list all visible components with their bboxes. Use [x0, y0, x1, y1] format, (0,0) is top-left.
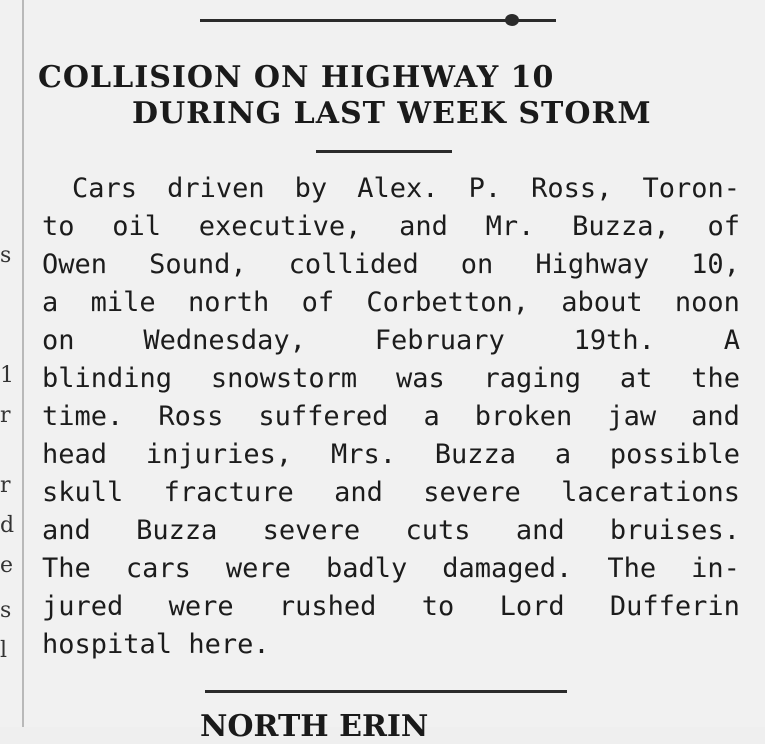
body-word: and [334, 477, 383, 508]
body-word: The [42, 553, 91, 584]
body-word: Sound, [149, 249, 247, 280]
body-word: 10, [691, 249, 740, 280]
body-word: was [395, 363, 445, 394]
body-word: a [423, 401, 440, 432]
left-column-fragment: r [0, 403, 11, 428]
body-word: collided [288, 249, 419, 280]
body-word: to [42, 211, 75, 242]
body-word: Alex. [357, 173, 439, 204]
body-line [42, 626, 740, 664]
body-word: mile [90, 287, 156, 318]
left-column-fragment: s [0, 598, 12, 623]
body-word: suffered [258, 401, 389, 432]
body-word: and [42, 515, 91, 546]
body-word: Lord [499, 591, 565, 622]
body-word: broken [474, 401, 573, 432]
body-word: P. [468, 173, 502, 204]
body-word: cuts [405, 515, 471, 546]
body-word: to [421, 591, 455, 622]
body-word: bruises. [609, 515, 740, 546]
body-word: executive, [198, 211, 362, 242]
body-word: Wednesday, [143, 325, 306, 356]
body-word: a [554, 439, 572, 470]
article-headline [38, 60, 738, 132]
left-column-fragment: s [0, 243, 12, 268]
body-word: a [42, 287, 59, 318]
body-word: oil [112, 211, 162, 242]
body-word: 19th. [573, 325, 655, 356]
body-word: badly [325, 553, 408, 584]
body-line [42, 170, 740, 208]
body-word: and [691, 401, 740, 432]
article-body [42, 170, 740, 664]
headline-line-2: DURING LAST WEEK STORM [132, 96, 652, 131]
headline-line-1: COLLISION ON HIGHWAY 10 [38, 60, 555, 95]
body-word: of [707, 211, 740, 242]
headline-divider-rule [316, 150, 452, 153]
body-word: noon [674, 287, 740, 318]
left-column-fragment: l [0, 638, 8, 663]
body-word: lacerations [561, 477, 740, 508]
body-word: by [294, 173, 328, 204]
body-word: Ross, [531, 173, 613, 204]
body-word: severe [423, 477, 521, 508]
body-word: injuries, [145, 439, 293, 470]
body-word: Buzza [434, 439, 517, 470]
body-line [42, 436, 740, 474]
body-word: Buzza [136, 515, 218, 546]
body-word: were [168, 591, 234, 622]
body-word: possible [609, 439, 740, 470]
body-word: jaw [607, 401, 657, 432]
body-word: raging [483, 363, 582, 394]
body-word: Highway [535, 249, 650, 280]
left-column-fragment: r [0, 473, 11, 498]
left-column-fragment: 1 [0, 363, 14, 388]
body-word: driven [167, 173, 265, 204]
body-word: on [460, 249, 494, 280]
body-word: hospital [42, 629, 189, 660]
body-line [42, 284, 740, 322]
body-line [42, 208, 740, 246]
body-word: head [42, 439, 108, 470]
left-column-fragment: d [0, 513, 15, 538]
body-word: Ross [158, 401, 224, 432]
body-word: Toron- [642, 173, 740, 204]
body-word: Cars [72, 173, 138, 204]
body-word: in- [691, 553, 740, 584]
body-word: were [225, 553, 291, 584]
body-word: Buzza, [572, 211, 670, 242]
body-word: and [399, 211, 448, 242]
body-word: skull [42, 477, 124, 508]
body-word: time. [42, 401, 124, 432]
body-word: and [515, 515, 565, 546]
body-word: Corbetton, [366, 287, 529, 318]
body-word: blinding [42, 363, 173, 394]
divider-ornament [505, 14, 519, 26]
body-word: on [42, 325, 75, 356]
body-line [42, 550, 740, 588]
body-line [42, 360, 740, 398]
left-column-fragment: e [0, 553, 14, 578]
body-word: of [301, 287, 335, 318]
body-line [42, 512, 740, 550]
body-word: north [187, 287, 270, 318]
body-word: February [374, 325, 505, 356]
body-word: Mr. [485, 211, 535, 242]
body-word: Owen [42, 249, 108, 280]
body-word: rushed [278, 591, 377, 622]
body-line [42, 322, 740, 360]
body-word: Mrs. [330, 439, 396, 470]
body-word: The [607, 553, 657, 584]
body-word: severe [262, 515, 361, 546]
body-word: fracture [163, 477, 294, 508]
body-line [42, 246, 740, 284]
body-word: snowstorm [210, 363, 358, 394]
bottom-divider-rule [205, 690, 567, 693]
top-divider-rule [200, 19, 556, 22]
body-word: damaged. [442, 553, 573, 584]
body-word: Dufferin [609, 591, 740, 622]
body-word: at [619, 363, 653, 394]
body-line [42, 398, 740, 436]
body-line [42, 474, 740, 512]
column-divider [22, 0, 24, 727]
body-word: A [723, 325, 740, 356]
body-word: cars [125, 553, 191, 584]
body-word: jured [42, 591, 124, 622]
next-article-headline: NORTH ERIN [200, 709, 429, 744]
body-word: about [561, 287, 643, 318]
body-line [42, 588, 740, 626]
body-word: here. [188, 629, 270, 660]
body-word: the [691, 363, 740, 394]
